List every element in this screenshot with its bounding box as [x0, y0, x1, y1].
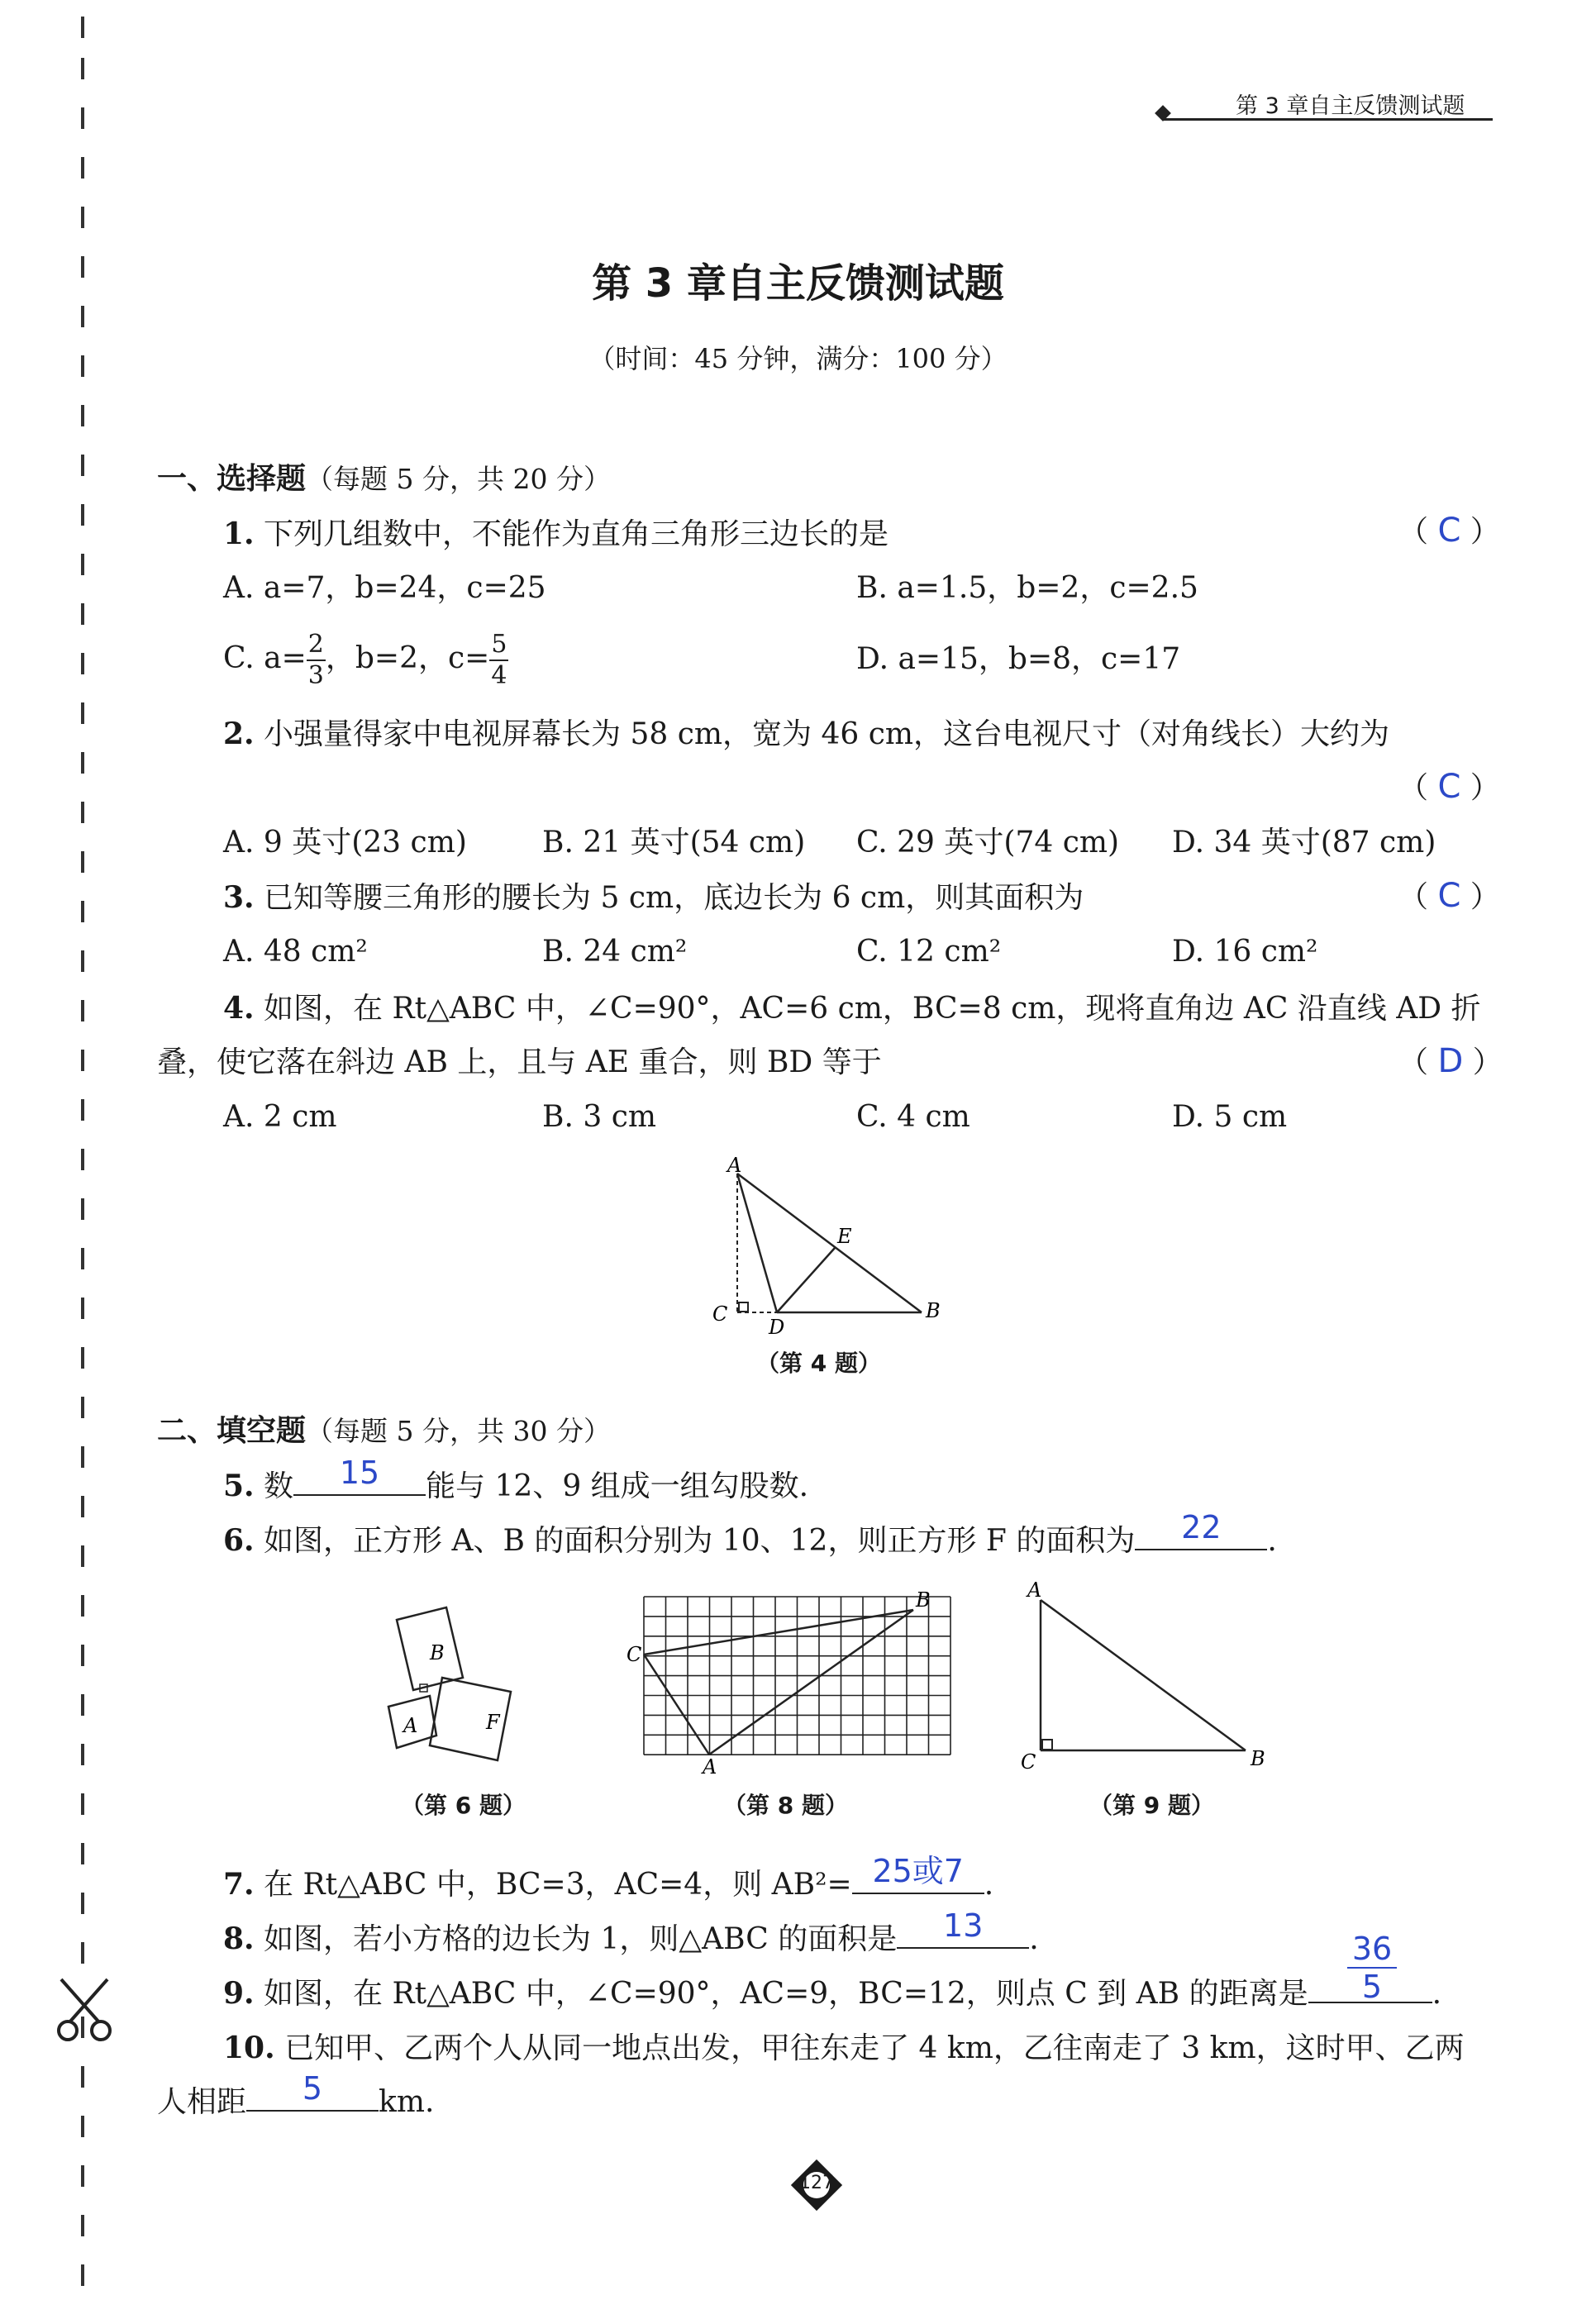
q4-label-d: D — [769, 1316, 785, 1339]
scissors-icon — [51, 1971, 117, 2045]
q4-answer: D — [1437, 1042, 1464, 1080]
q4-answer-paren: （ D ） — [1398, 1042, 1503, 1080]
q4-option-b: B. 3 cm — [542, 1100, 656, 1134]
q4-option-d: D. 5 cm — [1172, 1100, 1288, 1134]
section2-heading — [157, 1413, 611, 1450]
q6-line: 6. 如图，正方形 A、B 的面积分别为 10、12，则正方形 F 的面积为 22 . — [223, 1509, 1277, 1558]
q8-label-c: C — [626, 1643, 642, 1666]
section1-note: （每题 5 分，共 20 分） — [306, 463, 611, 495]
running-header — [1157, 88, 1492, 124]
q4-text1: 如图，在 Rt△ABC 中，∠C=90°，AC=6 cm，BC=8 cm，现将直角边 AC 沿直线 AD 折 — [264, 992, 1481, 1026]
figure-q8-grid — [624, 1585, 955, 1775]
fraction: $\frac{2}{3}$ — [307, 630, 324, 690]
q8-label-b: B — [916, 1588, 931, 1612]
q3-option-c: C. 12 cm² — [856, 935, 1002, 969]
section1-heading — [157, 461, 611, 498]
q2-answer-paren: （ C ） — [1398, 768, 1500, 806]
q1-option-a: A. a=7，b=24，c=25 — [223, 571, 546, 605]
q8-line: 8. 如图，若小方格的边长为 1，则△ABC 的面积是 13 . — [223, 1907, 1039, 1956]
q4-label-a: A — [727, 1155, 742, 1177]
q3-option-b: B. 24 cm² — [542, 935, 688, 969]
q6-label-f: F — [486, 1711, 500, 1734]
q4-stem-line2: 叠，使它落在斜边 AB 上，且与 AE 重合，则 BD 等于 — [157, 1045, 882, 1079]
q7-number: 7. — [223, 1867, 255, 1902]
figure-q9-triangle — [1012, 1577, 1285, 1775]
q2-answer: C — [1437, 768, 1461, 806]
q6-answer-blank — [1135, 1509, 1267, 1550]
q3-option-a: A. 48 cm² — [223, 935, 368, 969]
q9-answer-denominator: 5 — [1361, 1969, 1383, 2005]
q10-line2: 人相距 5 km. — [157, 2070, 435, 2119]
page-number: 127 — [799, 2173, 834, 2193]
q7-answer: 25或7 — [872, 1853, 964, 1889]
q9-label-b: B — [1251, 1747, 1265, 1770]
q9-figure-caption: （第 9 题） — [1089, 1792, 1214, 1819]
q10-answer: 5 — [302, 2070, 323, 2107]
q2-stem — [223, 716, 1389, 753]
q2-option-c: C. 29 英寸(74 cm) — [856, 826, 1120, 860]
figure-q4-triangle — [703, 1155, 950, 1345]
q3-option-d: D. 16 cm² — [1172, 935, 1318, 969]
q8-figure-caption: （第 8 题） — [723, 1792, 848, 1819]
q1-option-b: B. a=1.5，b=2，c=2.5 — [856, 571, 1198, 605]
q1-stem — [223, 516, 889, 553]
q7-answer-blank — [852, 1853, 984, 1894]
q8-number: 8. — [223, 1921, 255, 1956]
q8-answer-blank — [897, 1907, 1029, 1949]
q2-number: 2. — [223, 717, 255, 751]
q2-text: 小强量得家中电视屏幕长为 58 cm，宽为 46 cm，这台电视尺寸（对角线长）大约为 — [264, 717, 1390, 751]
q1-text: 下列几组数中，不能作为直角三角形三边长的是 — [264, 517, 889, 551]
q3-text: 已知等腰三角形的腰长为 5 cm，底边长为 6 cm，则其面积为 — [264, 881, 1084, 915]
q1-answer: C — [1437, 512, 1461, 550]
q4-label-e: E — [837, 1225, 852, 1248]
q1-option-d: D. a=15，b=8，c=17 — [856, 642, 1181, 676]
q6-label-b: B — [430, 1641, 445, 1664]
q9-number: 9. — [223, 1976, 255, 2011]
q9-line: 9. 如图，在 Rt△ABC 中，∠C=90°，AC=9，BC=12，则点 C 到 AB 的距离是 . — [223, 1976, 1442, 2011]
q5-answer: 15 — [339, 1455, 380, 1491]
q4-option-a: A. 2 cm — [223, 1100, 337, 1134]
page-title: 第 3 章自主反馈测试题 — [592, 260, 1004, 307]
figure-q6-squares — [364, 1595, 562, 1777]
section2-title: 二、填空题 — [157, 1414, 307, 1448]
section1-title: 一、选择题 — [157, 462, 307, 496]
q5-answer-blank — [293, 1455, 426, 1496]
fraction: $\frac{5}{4}$ — [491, 630, 507, 690]
q9-label-a: A — [1027, 1579, 1042, 1602]
q9-label-c: C — [1021, 1750, 1036, 1774]
q6-figure-caption: （第 6 题） — [401, 1792, 526, 1819]
q10-line1: 10. 已知甲、乙两个人从同一地点出发，甲往东走了 4 km，乙往南走了 3 km，这时甲、乙两 — [223, 2031, 1465, 2065]
q4-number: 4. — [223, 991, 255, 1026]
q4-label-b: B — [926, 1299, 941, 1322]
page-subtitle: （时间：45 分钟，满分：100 分） — [588, 343, 1008, 374]
q4-stem-line1 — [223, 990, 1481, 1027]
q8-label-a: A — [703, 1755, 717, 1775]
q4-label-c: C — [712, 1302, 728, 1326]
q5-number: 5. — [223, 1469, 255, 1503]
q2-option-a: A. 9 英寸(23 cm) — [223, 826, 467, 860]
q4-figure-caption: （第 4 题） — [756, 1350, 881, 1377]
q3-stem — [223, 879, 1084, 917]
q3-number: 3. — [223, 880, 255, 915]
q1-answer-paren: （ C ） — [1398, 512, 1500, 550]
q3-answer: C — [1437, 877, 1461, 915]
q3-answer-paren: （ C ） — [1398, 877, 1500, 915]
q6-number: 6. — [223, 1523, 255, 1558]
q4-option-c: C. 4 cm — [856, 1100, 970, 1134]
q2-option-b: B. 21 英寸(54 cm) — [542, 826, 806, 860]
section2-note: （每题 5 分，共 30 分） — [306, 1415, 611, 1447]
q1-number: 1. — [223, 517, 255, 551]
q1-option-c: C. a= $\frac{2}{3}$ ，b=2，c= $\frac{5}{4}$ — [223, 630, 507, 690]
q6-label-a: A — [403, 1714, 418, 1737]
q10-answer-blank — [246, 2070, 379, 2112]
q9-answer-numerator: 36 — [1347, 1931, 1397, 1969]
q8-answer: 13 — [943, 1907, 984, 1944]
q2-option-d: D. 34 英寸(87 cm) — [1172, 826, 1436, 860]
q7-line: 7. 在 Rt△ABC 中，BC=3，AC=4，则 AB²= 25或7 . — [223, 1853, 994, 1902]
page-number-badge — [790, 2159, 843, 2212]
running-title: 第 3 章自主反馈测试题 — [1236, 93, 1465, 119]
q6-answer: 22 — [1181, 1509, 1222, 1545]
q9-answer-fraction — [1347, 1931, 1397, 2005]
q10-number: 10. — [223, 2031, 275, 2065]
q5-line: 5. 数 15 能与 12、9 组成一组勾股数. — [223, 1455, 809, 1503]
